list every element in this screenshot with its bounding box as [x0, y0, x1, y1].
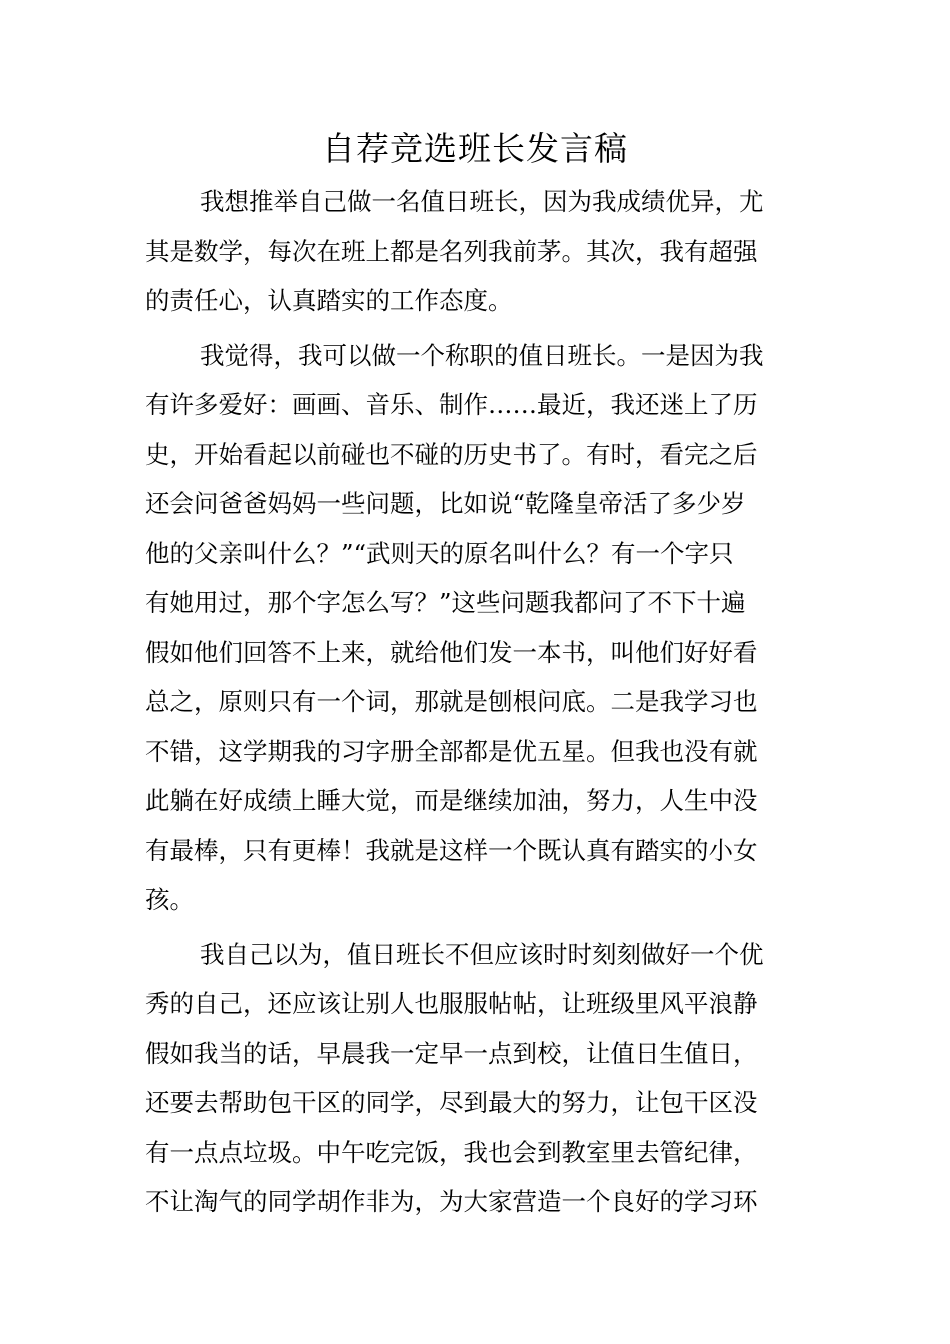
- text-line: 我想推举自己做一名值日班长，因为我成绩优异，尤: [200, 187, 764, 216]
- text-line: 我自己以为，值日班长不但应该时时刻刻做好一个优: [200, 939, 764, 969]
- text-line: 假如我当的话，早晨我一定早一点到校，让值日生值日，: [145, 1038, 758, 1068]
- document-body: [145, 177, 807, 1227]
- text-line: 其是数学，每次在班上都是名列我前茅。其次，我有超强: [145, 236, 758, 266]
- text-line: 还会问爸爸妈妈一些问题，比如说“乾隆皇帝活了多少岁: [145, 489, 746, 518]
- text-line: 的责任心，认真踏实的工作态度。: [145, 286, 513, 315]
- text-line: 此躺在好成绩上睡大觉，而是继续加油，努力，人生中没: [145, 786, 758, 815]
- text-line: 孩。: [145, 885, 194, 914]
- text-line: 有一点点垃圾。中午吃完饭，我也会到教室里去管纪律，: [145, 1137, 758, 1167]
- paragraph-3: [145, 930, 807, 1227]
- text-line: 我觉得，我可以做一个称职的值日班长。一是因为我: [200, 340, 764, 370]
- text-line: 还要去帮助包干区的同学，尽到最大的努力，让包干区没: [145, 1088, 758, 1117]
- text-line: 史，开始看起以前碰也不碰的历史书了。有时，看完之后: [145, 439, 758, 469]
- text-line: 总之，原则只有一个词，那就是刨根问底。二是我学习也: [145, 687, 758, 716]
- text-line: 有最棒，只有更棒！我就是这样一个既认真有踏实的小女: [145, 835, 758, 865]
- paragraph-2: [145, 331, 807, 925]
- text-line: 不让淘气的同学胡作非为，为大家营造一个良好的学习环: [145, 1187, 758, 1216]
- text-line: 不错，这学期我的习字册全部都是优五星。但我也没有就: [145, 736, 758, 766]
- document-title: 自荐竞选班长发言稿: [322, 129, 628, 168]
- text-line: 假如他们回答不上来，就给他们发一本书，叫他们好好看: [145, 637, 758, 667]
- text-line: 秀的自己，还应该让别人也服服帖帖，让班级里风平浪静: [145, 989, 758, 1018]
- text-line: 有许多爱好：画画、音乐、制作……最近，我还迷上了历: [145, 390, 758, 419]
- paragraph-1: [145, 177, 807, 326]
- text-line: 他的父亲叫什么？”“武则天的原名叫什么？有一个字只: [145, 538, 734, 568]
- text-line: 有她用过，那个字怎么写？”这些问题我都问了不下十遍: [145, 588, 746, 617]
